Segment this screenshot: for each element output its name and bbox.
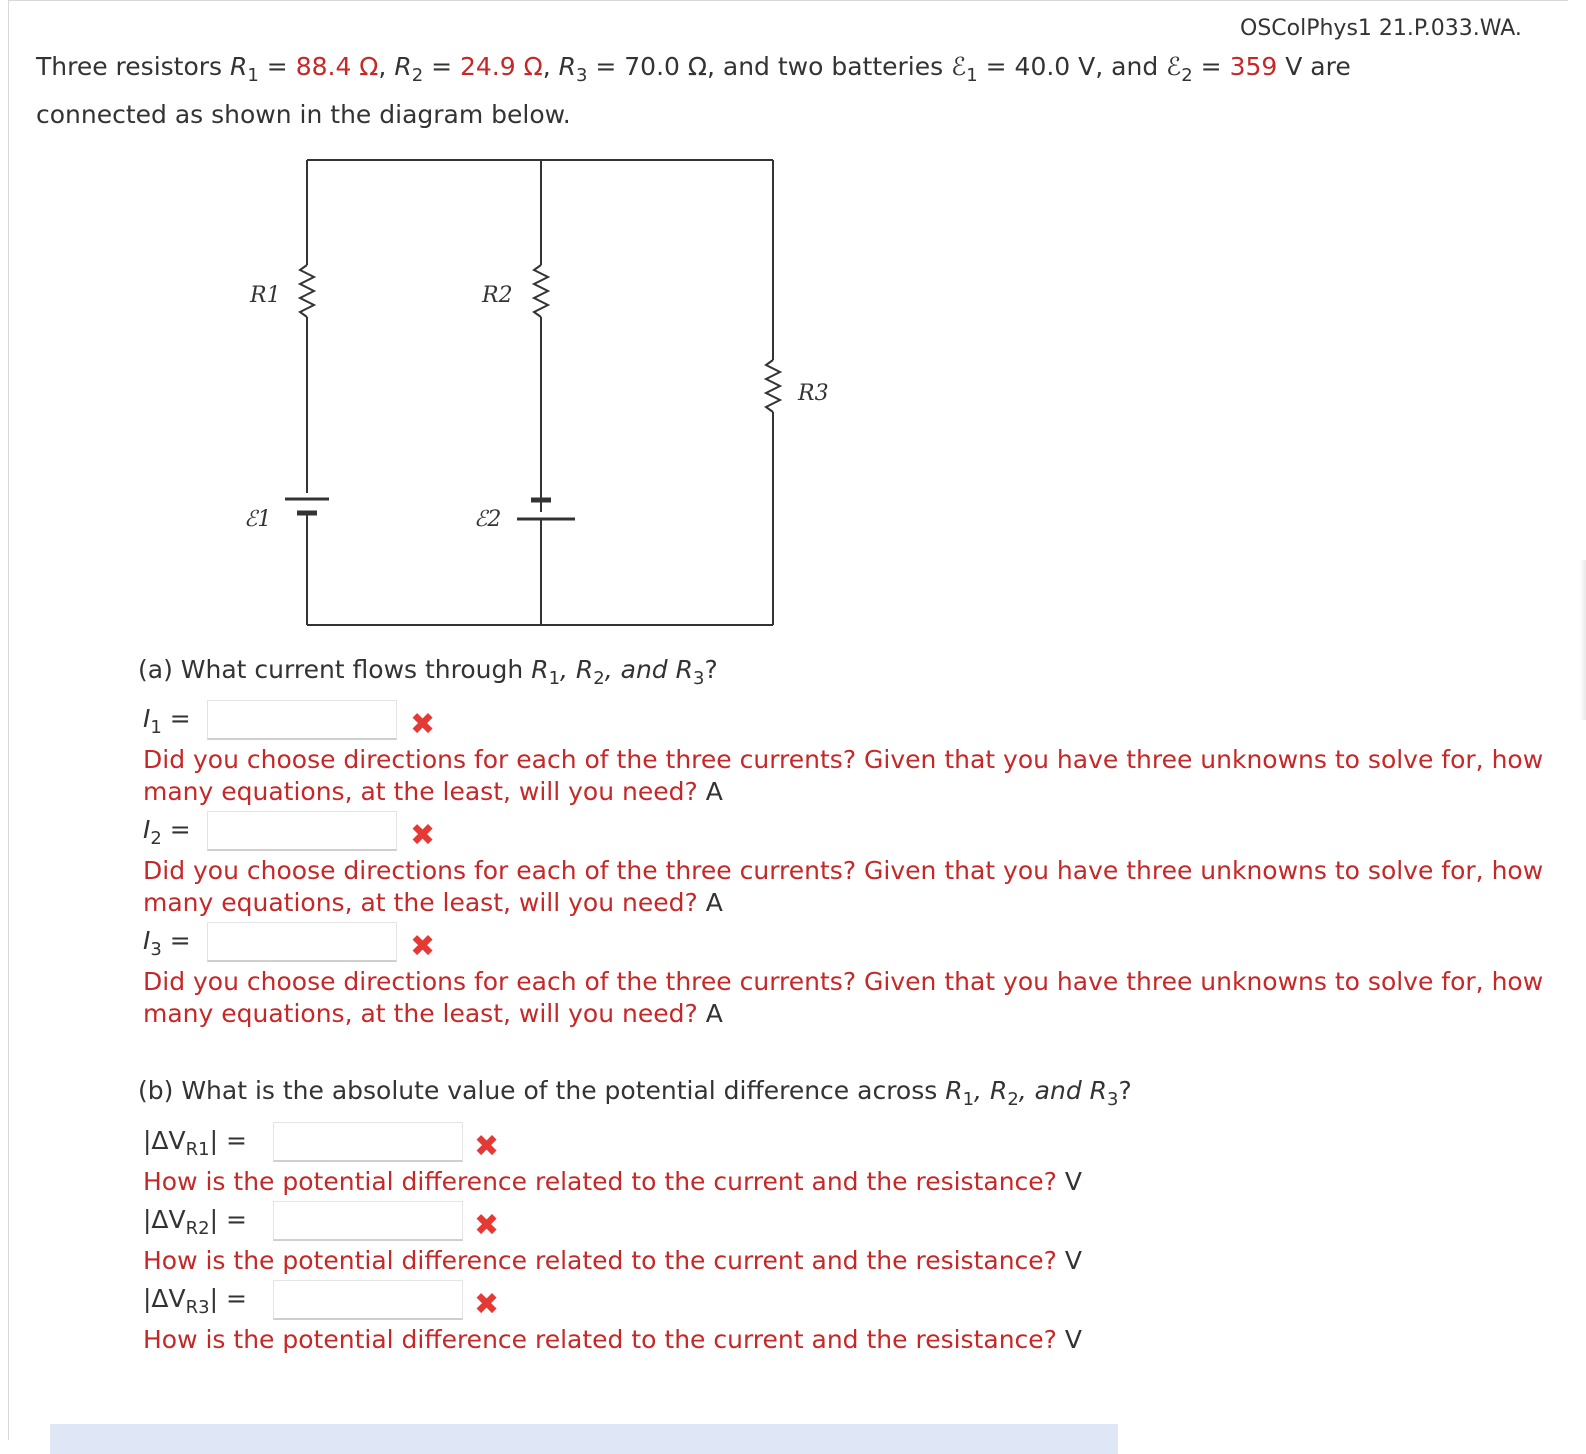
i2-unit: A <box>705 888 723 917</box>
eq-text: = <box>1192 52 1230 81</box>
part-b-r3: , and R <box>1018 1076 1108 1105</box>
label-r2: R2 <box>482 283 513 308</box>
i2-incorrect-icon: ✖ <box>410 818 436 853</box>
dvr1-hint-text: How is the potential difference related to the current and the resistance? <box>143 1167 1057 1196</box>
i1-sub: 1 <box>150 717 162 738</box>
i2-sub: 2 <box>150 828 162 849</box>
i1-label <box>143 704 191 738</box>
r1-sub: 1 <box>247 65 259 86</box>
i2-input[interactable] <box>207 811 397 851</box>
i2-hint-text: Did you choose directions for each of the three currents? Given that you have three unknowns to solve for, how many equations, at the least, will you need? <box>143 856 1544 917</box>
intro-tail: V are <box>1277 52 1351 81</box>
i1-input[interactable] <box>207 700 397 740</box>
i3-incorrect-icon: ✖ <box>410 929 436 964</box>
part-a-prefix: (a) What current flows through <box>138 655 532 684</box>
dvr1-incorrect-icon: ✖ <box>474 1129 500 1164</box>
dvr1-equals: = <box>226 1126 247 1155</box>
r2-resistor <box>534 265 548 317</box>
sep-text: , <box>542 52 559 81</box>
label-r3: R3 <box>798 381 829 406</box>
i3-equals: = <box>169 926 191 955</box>
bottom-panel <box>50 1424 1118 1454</box>
e1-value-text: = 40.0 V, and <box>977 52 1167 81</box>
r1-resistor <box>300 265 314 317</box>
dvr1-hint <box>143 1166 1553 1198</box>
part-a-r3: , and R <box>604 655 693 684</box>
i3-hint-text: Did you choose directions for each of the three currents? Given that you have three unknowns to solve for, how many equations, at the least, will you need? <box>143 967 1544 1028</box>
part-b-prefix: (b) What is the absolute value of the potential difference across <box>138 1076 946 1105</box>
part-a-question <box>138 655 718 689</box>
dvr3-hint-text: How is the potential difference related to the current and the resistance? <box>143 1325 1057 1354</box>
i3-sub: 3 <box>150 939 162 960</box>
i2-symbol: I <box>143 815 151 844</box>
intro-line-1 <box>36 52 1351 86</box>
dvr2-hint-text: How is the potential difference related to the current and the resistance? <box>143 1246 1057 1275</box>
label-e2: ℰ2 <box>474 507 502 532</box>
dvr2-label <box>143 1205 247 1239</box>
dvr1-input[interactable] <box>273 1122 463 1162</box>
dvr2-equals: = <box>226 1205 247 1234</box>
r3-resistor <box>766 360 780 412</box>
dvr3-sub: R3 <box>185 1297 210 1318</box>
e2-value: 359 <box>1229 52 1278 81</box>
part-b-r3-sub: 3 <box>1107 1089 1119 1110</box>
eq-text: = <box>258 52 296 81</box>
i3-symbol: I <box>143 926 151 955</box>
i2-hint <box>143 855 1553 919</box>
r1-value: 88.4 Ω <box>295 52 379 81</box>
r3-value-text: = 70.0 Ω, and two batteries <box>587 52 952 81</box>
frame-left-border <box>8 0 9 1440</box>
i1-hint <box>143 744 1553 808</box>
part-b-r2: , R <box>974 1076 1008 1105</box>
part-a-r1: R <box>531 655 549 684</box>
dvr3-input[interactable] <box>273 1280 463 1320</box>
frame-top-border <box>8 0 1568 1</box>
i3-input[interactable] <box>207 922 397 962</box>
dvr1-sub: R1 <box>185 1139 210 1160</box>
part-b-suffix: ? <box>1118 1076 1132 1105</box>
sep-text: , <box>378 52 395 81</box>
intro-text: Three resistors <box>36 52 223 81</box>
dvr3-unit: V <box>1064 1325 1082 1354</box>
dvr2-symbol: |ΔV <box>143 1205 186 1234</box>
dvr1-close: | <box>209 1126 219 1155</box>
dvr2-sub: R2 <box>185 1218 210 1239</box>
r2-value: 24.9 Ω <box>459 52 543 81</box>
part-b-r1: R <box>945 1076 963 1105</box>
dvr2-close: | <box>209 1205 219 1234</box>
i2-equals: = <box>169 815 191 844</box>
r2-symbol: R <box>394 52 412 81</box>
part-a-r2-sub: 2 <box>593 668 605 689</box>
circuit-diagram <box>230 150 850 640</box>
part-a-r3-sub: 3 <box>692 668 705 689</box>
i3-label <box>143 926 191 960</box>
part-b-question <box>138 1076 1132 1110</box>
part-a-r2: , R <box>560 655 594 684</box>
intro-line-2: connected as shown in the diagram below. <box>36 100 571 129</box>
label-r1: R1 <box>250 283 281 308</box>
dvr3-incorrect-icon: ✖ <box>474 1287 500 1322</box>
dvr3-close: | <box>209 1284 219 1313</box>
i1-incorrect-icon: ✖ <box>410 707 436 742</box>
e2-symbol: ℰ <box>1166 52 1182 81</box>
e2-sub: 2 <box>1181 65 1193 86</box>
i3-hint <box>143 966 1553 1030</box>
dvr3-label <box>143 1284 247 1318</box>
r1-symbol: R <box>230 52 248 81</box>
dvr2-input[interactable] <box>273 1201 463 1241</box>
part-a-r1-sub: 1 <box>548 668 561 689</box>
i2-label <box>143 815 191 849</box>
i1-equals: = <box>169 704 191 733</box>
label-e1: ℰ1 <box>244 507 272 532</box>
e1-sub: 1 <box>966 65 978 86</box>
dvr2-incorrect-icon: ✖ <box>474 1208 500 1243</box>
problem-id: OSColPhys1 21.P.033.WA. <box>1240 16 1522 41</box>
r3-sub: 3 <box>575 65 588 86</box>
i1-hint-text: Did you choose directions for each of the three currents? Given that you have three unknowns to solve for, how many equations, at the least, will you need? <box>143 745 1544 806</box>
dvr3-hint <box>143 1324 1553 1356</box>
dvr1-symbol: |ΔV <box>143 1126 186 1155</box>
eq-text: = <box>423 52 460 81</box>
part-a-suffix: ? <box>704 655 718 684</box>
r3-symbol: R <box>558 52 576 81</box>
dvr3-equals: = <box>226 1284 247 1313</box>
dvr3-symbol: |ΔV <box>143 1284 186 1313</box>
i3-unit: A <box>705 999 723 1028</box>
part-b-r1-sub: 1 <box>962 1089 975 1110</box>
dvr1-unit: V <box>1064 1167 1082 1196</box>
dvr2-hint <box>143 1245 1553 1277</box>
e1-symbol: ℰ <box>951 52 967 81</box>
edge-shadow <box>1580 560 1586 720</box>
part-b-r2-sub: 2 <box>1007 1089 1019 1110</box>
i1-unit: A <box>705 777 723 806</box>
dvr1-label <box>143 1126 247 1160</box>
i1-symbol: I <box>143 704 151 733</box>
r2-sub: 2 <box>411 65 424 86</box>
dvr2-unit: V <box>1064 1246 1082 1275</box>
